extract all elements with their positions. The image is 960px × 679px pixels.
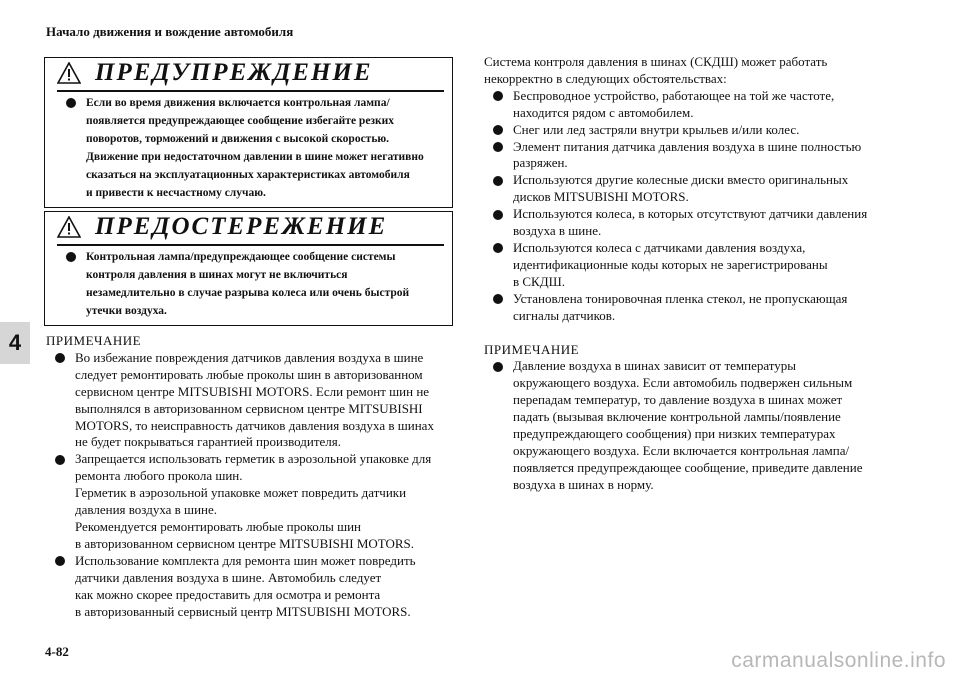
bullet-icon [493,243,503,253]
intro-line: некорректно в следующих обстоятельствах: [484,70,727,86]
condition-item: Используются другие колесные диски вместо оригинальных дисков MITSUBISHI MOTORS. [484,172,904,206]
chapter-tab: 4 [0,322,30,364]
caution-title: ПРЕДОСТЕРЕЖЕНИЕ [95,213,388,240]
bullet-icon [55,556,65,566]
note-item: Во избежание повреждения датчиков давления воздуха в шине следует ремонтировать любые проколы шин в авторизованном сервисном центре MITSUBISHI MOTORS. Если ремонт шин не выполнялся в авторизованном сервисном центре MITSUBISHI MOTORS, то неисправность датчиков давления воздуха в шинах не будет покрываться гарантией производителя. [46,350,456,451]
bullet-icon [493,125,503,135]
bullet-icon [493,142,503,152]
bullet-icon [493,294,503,304]
caution-item: Контрольная лампа/предупреждающее сообщение системы контроля давления в шинах могут не включиться незамедлительно в случае разрыва колеса или очень быстрой утечки воздуха. [57,248,444,320]
note-heading: ПРИМЕЧАНИЕ [46,333,142,348]
note-heading: ПРИМЕЧАНИЕ [484,341,580,357]
condition-item: Элемент питания датчика давления воздуха в шине полностью разряжен. [484,139,904,173]
warning-title-row [57,58,444,87]
warning-box [44,57,453,208]
section-header: Начало движения и вождение автомобиля [46,24,294,39]
bullet-icon [493,362,503,372]
bullet-icon [55,353,65,363]
condition-item: Используются колеса с датчиками давления воздуха, идентификационные коды которых не зарегистрированы в СКДШ. [484,240,904,291]
note-item: Давление воздуха в шинах зависит от температуры окружающего воздуха. Если автомобиль подвержен сильным перепадам температур, то давление воздуха в шинах может падать (вызывая включение контрольной лампы/появление предупреждающего сообщения) при низких температурах окружающего воздуха. Если включается контрольная лампа/ появляется предупреждающее сообщение, приведите давление воздуха в шинах в норму. [484,358,904,493]
condition-item: Используются колеса, в которых отсутствуют датчики давления воздуха в шине. [484,206,904,240]
note-item: Использование комплекта для ремонта шин может повредить датчики давления воздуха в шине. Автомобиль следует как можно скорее предоставить для осмотра и ремонта в авторизованный сервисный центр MITSUBISHI MOTORS. [46,553,456,621]
caution-divider [57,244,444,246]
condition-item: Снег или лед застряли внутри крыльев и/или колес. [484,122,904,139]
warning-item: Если во время движения включается контрольная лампа/ появляется предупреждающее сообщение избегайте резких поворотов, торможений и движения с высокой скоростью. Движение при недостаточном давлении в шине может негативно сказаться на эксплуатационных характеристиках автомобиля и привести к несчастному случаю. [57,94,444,202]
bullet-icon [66,98,76,108]
condition-item: Установлена тонировочная пленка стекол, не пропускающая сигналы датчиков. [484,291,904,325]
warning-triangle-icon [57,216,81,238]
page-number: 4-82 [45,644,69,659]
right-column [484,54,904,494]
bullet-icon [55,455,65,465]
left-note [46,333,456,620]
watermark: carmanualsonline.info [731,649,946,672]
bullet-icon [493,176,503,186]
bullet-icon [493,91,503,101]
condition-item: Беспроводное устройство, работающее на той же частоте, находится рядом с автомобилем. [484,88,904,122]
warning-title: ПРЕДУПРЕЖДЕНИЕ [95,59,373,86]
caution-box [44,211,453,326]
bullet-icon [493,210,503,220]
caution-title-row [57,212,444,241]
intro-line: Система контроля давления в шинах (СКДШ) может работать [484,54,828,69]
warning-triangle-icon [57,62,81,84]
warning-divider [57,90,444,92]
bullet-icon [66,252,76,262]
note-item: Запрещается использовать герметик в аэрозольной упаковке для ремонта любого прокола шин. Герметик в аэрозольной упаковке может повредить датчики давления воздуха в шине. Рекомендуется ремонтировать любые проколы шин в авторизованном сервисном центре MITSUBISHI MOTORS. [46,451,456,552]
